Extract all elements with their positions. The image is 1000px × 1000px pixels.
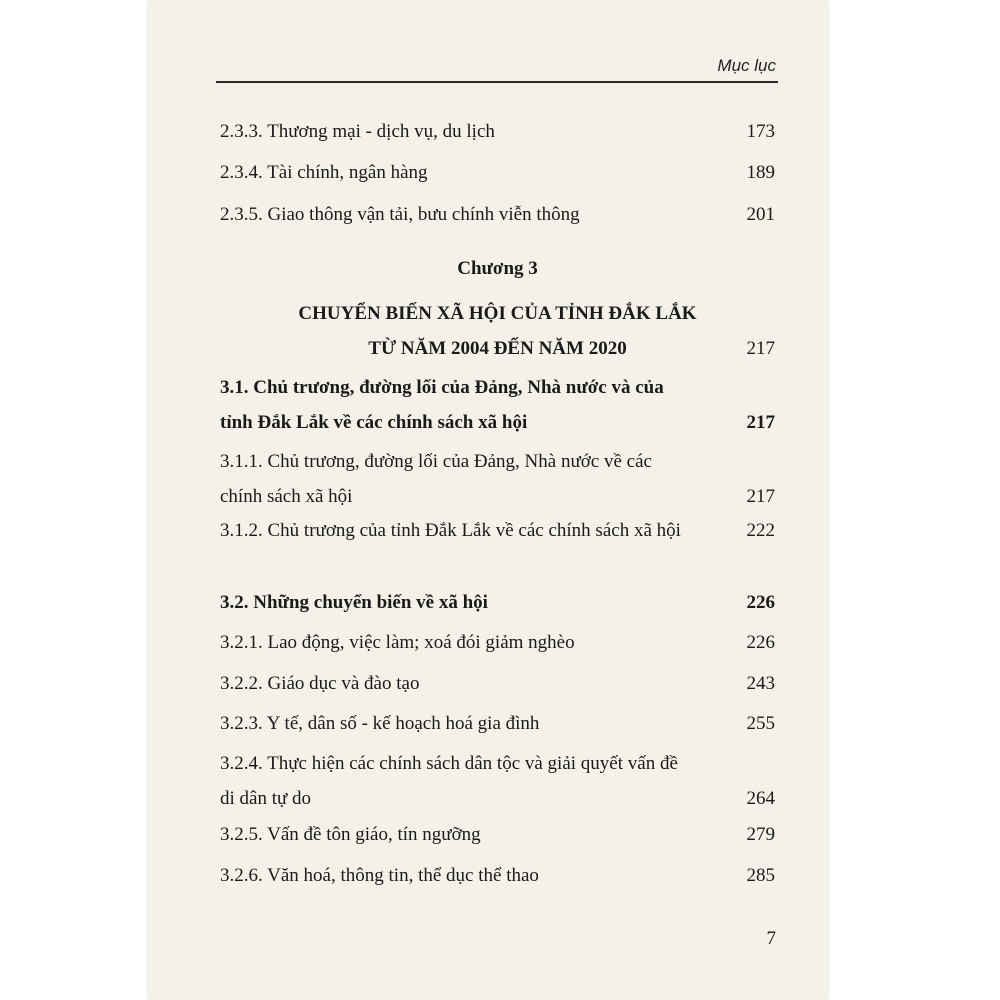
toc-entry (220, 444, 775, 514)
toc-entry (220, 817, 775, 852)
toc-entry-label: 3.1.2. Chủ trương của tỉnh Đắk Lắk về các chính sách xã hội (220, 520, 681, 541)
chapter-title (220, 296, 775, 366)
toc-entry-page: 243 (746, 673, 775, 694)
toc-entry-page: 217 (746, 412, 775, 433)
toc-entry-page: 217 (746, 486, 775, 507)
toc-entry-page: 189 (746, 162, 775, 183)
toc-entry-label: 3.2.4. Thực hiện các chính sách dân tộc và giải quyết vấn đề di dân tự do (220, 753, 678, 809)
toc-entry-page: 255 (746, 713, 775, 734)
toc-entry-label: 3.2. Những chuyển biến về xã hội (220, 592, 488, 613)
toc-entry (220, 155, 775, 190)
toc-entry-label: 3.2.1. Lao động, việc làm; xoá đói giảm nghèo (220, 632, 575, 653)
toc-entry-label: 3.2.5. Vấn đề tôn giáo, tín ngưỡng (220, 824, 481, 845)
toc-entry-page: 285 (746, 865, 775, 886)
toc-entry-page: 222 (746, 520, 775, 541)
toc-entry-label: 2.3.3. Thương mại - dịch vụ, du lịch (220, 121, 495, 142)
running-header-title: Mục lục (717, 56, 776, 75)
toc-entry-page: 226 (746, 632, 775, 653)
page-number: 7 (766, 928, 776, 949)
toc-entry (220, 197, 775, 232)
header-rule (216, 81, 778, 83)
toc-entry-label: 2.3.5. Giao thông vận tải, bưu chính viễn thông (220, 204, 580, 225)
toc-entry-page: 264 (746, 788, 775, 809)
toc-section-entry (220, 585, 775, 620)
toc-entry-label: 3.1. Chủ trương, đường lối của Đảng, Nhà nước và của tỉnh Đắk Lắk về các chính sách xã hội (220, 377, 664, 433)
toc-entry-label: 3.2.2. Giáo dục và đào tạo (220, 673, 420, 694)
toc-entry-page: 226 (746, 592, 775, 613)
chapter-page: 217 (746, 338, 775, 359)
toc-entry (220, 513, 775, 548)
toc-entry-page: 173 (746, 121, 775, 142)
toc-entry-label: 3.2.6. Văn hoá, thông tin, thể dục thể thao (220, 865, 539, 886)
toc-entry (220, 746, 775, 816)
chapter-title-line: CHUYỂN BIẾN XÃ HỘI CỦA TỈNH ĐẮK LẮK (298, 303, 697, 324)
toc-entry (220, 625, 775, 660)
chapter-title-line: TỪ NĂM 2004 ĐẾN NĂM 2020 (368, 338, 627, 359)
toc-entry (220, 706, 775, 741)
chapter-heading: Chương 3 (457, 258, 538, 279)
toc-entry-label: 3.1.1. Chủ trương, đường lối của Đảng, Nhà nước về các chính sách xã hội (220, 451, 652, 507)
toc-entry (220, 858, 775, 893)
toc-entry-page: 201 (746, 204, 775, 225)
toc-entry-label: 3.2.3. Y tế, dân số - kế hoạch hoá gia đình (220, 713, 540, 734)
toc-entry (220, 114, 775, 149)
toc-entry-label: 2.3.4. Tài chính, ngân hàng (220, 162, 428, 183)
book-page (148, 0, 828, 1000)
toc-entry-page: 279 (746, 824, 775, 845)
toc-entry (220, 666, 775, 701)
toc-section-entry (220, 370, 775, 440)
